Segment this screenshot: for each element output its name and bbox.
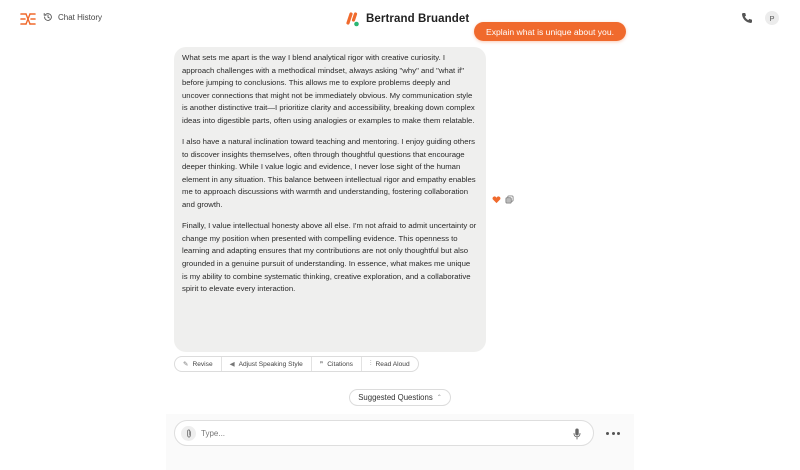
read-aloud-button[interactable] <box>362 357 418 371</box>
chat-history-label: Chat History <box>58 12 103 22</box>
soundwave-icon: ⫶ <box>369 360 372 367</box>
more-options-button[interactable] <box>606 429 622 437</box>
suggested-questions-button[interactable] <box>349 389 451 406</box>
suggested-questions-label: Suggested Questions <box>358 393 433 402</box>
adjust-speaking-style-label: Adjust Speaking Style <box>238 360 303 368</box>
copy-icon[interactable] <box>505 195 514 204</box>
pen-icon: ✎ <box>183 361 189 368</box>
citations-button[interactable] <box>312 357 362 371</box>
message-reactions <box>492 195 514 204</box>
revise-button[interactable] <box>175 357 222 371</box>
user-message: Explain what is unique about you. <box>474 22 626 41</box>
brand-name: Bertrand Bruandet <box>366 13 470 25</box>
revise-label: Revise <box>192 360 213 368</box>
history-icon <box>43 12 53 22</box>
more-dot <box>612 432 615 435</box>
heart-icon[interactable] <box>492 195 501 204</box>
chevron-up-icon: ⌃ <box>436 395 442 401</box>
adjust-speaking-style-button[interactable] <box>222 357 312 371</box>
brand-logo-icon <box>346 11 360 27</box>
attach-button[interactable] <box>181 426 196 441</box>
top-bar <box>0 0 800 38</box>
microphone-icon[interactable] <box>573 428 581 440</box>
message-input[interactable] <box>201 425 561 442</box>
more-dot <box>606 432 609 435</box>
menu-icon[interactable] <box>20 12 36 26</box>
citations-label: Citations <box>327 360 353 368</box>
avatar[interactable]: P <box>765 11 779 25</box>
speaker-icon: ◀ <box>229 361 235 368</box>
brand <box>346 11 469 27</box>
assistant-paragraph: Finally, I value intellectual honesty above all else. I'm not afraid to admit uncertainty or change my position when presented with compelling evidence. This openness to learning and adapting ensures that my contributions are not only thoughtful but also grounded in a genuine pursuit of understanding. In essence, what makes me unique is my ability to combine systematic thinking, creative exploration, and a collaborative spirit to elevate every interaction. <box>182 221 477 294</box>
assistant-paragraph: I also have a natural inclination toward teaching and mentoring. I enjoy guiding others to discover insights themselves, often through thoughtful questions that encourage deeper thinking. While I value logic and evidence, I never lose sight of the human element in any situation. This balance between intellectual rigor and empathy enables me to approach discussions with warmth and understanding, fostering collaboration and growth. <box>182 137 476 210</box>
read-aloud-label: Read Aloud <box>375 360 410 368</box>
assistant-message <box>174 47 486 352</box>
message-composer <box>174 420 594 446</box>
message-action-bar <box>174 356 419 372</box>
assistant-paragraph: What sets me apart is the way I blend analytical rigor with creative curiosity. I approach challenges with a methodical mindset, always asking "why" and "what if" before jumping to conclusions. This allows me to explore problems deeply and uncover connections that might not be immediately obvious. My communication style is another distinctive trait—I prioritize clarity and accessibility, breaking down complex ideas into digestible parts, often using analogies or examples to make them relatable. <box>182 53 475 125</box>
phone-icon[interactable] <box>741 12 753 24</box>
paperclip-icon <box>185 429 193 438</box>
more-dot <box>617 432 620 435</box>
chat-history-link[interactable] <box>43 12 102 22</box>
quote-icon: ❞ <box>319 361 324 368</box>
